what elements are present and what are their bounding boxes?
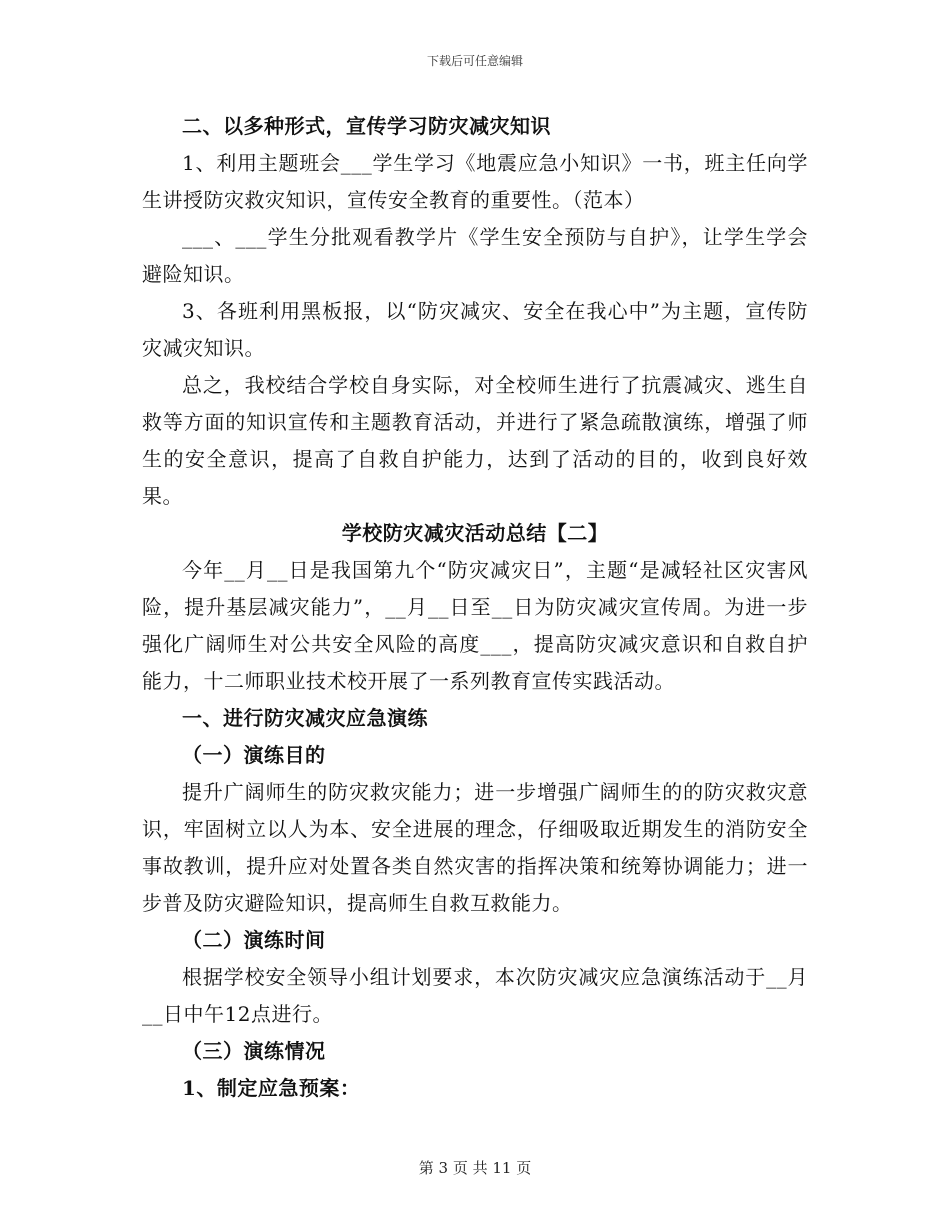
paragraph: 提升广阔师生的防灾救灾能力；进一步增强广阔师生的的防灾救灾意识，牢固树立以人为本、安全进展的理念，仔细吸取近期发生的消防安全事故教训，提升应对处置各类自然灾害的指挥决策和统筹协调能力；进一步普及防灾避险知识，提高师生自救互救能力。 bbox=[142, 780, 808, 915]
paragraph: 总之，我校结合学校自身实际，对全校师生进行了抗震减灾、逃生自救等方面的知识宣传和主题教育活动，并进行了紧急疏散演练，增强了师生的安全意识，提高了自救自护能力，达到了活动的目的，收到良好效果。 bbox=[142, 373, 808, 508]
paragraph: 今年__月__日是我国第九个“防灾减灾日”，主题“是减轻社区灾害风险，提升基层减灾能力”，__月__日至__日为防灾减灾宣传周。为进一步强化广阔师生对公共安全风险的高度___，提高防灾减灾意识和自救自护能力，十二师职业技术校开展了一系列教育宣传实践活动。 bbox=[142, 558, 808, 693]
subsection-heading: （三）演练情况 bbox=[182, 1039, 326, 1063]
section-heading: 一、进行防灾减灾应急演练 bbox=[182, 706, 428, 730]
item-heading: 1、制定应急预案： bbox=[182, 1076, 361, 1100]
page-number-footer: 第 3 页 共 11 页 bbox=[418, 1159, 532, 1177]
paragraph: 1、利用主题班会___学生学习《地震应急小知识》一书，班主任向学生讲授防灾救灾知识，宣传安全教育的重要性。（范本） bbox=[142, 151, 808, 212]
paragraph: 根据学校安全领导小组计划要求，本次防灾减灾应急演练活动于__月__日中午12点进行。 bbox=[142, 965, 808, 1026]
subsection-heading: （一）演练目的 bbox=[182, 743, 326, 767]
document-body bbox=[142, 108, 808, 1107]
document-title: 学校防灾减灾活动总结【二】 bbox=[341, 521, 609, 545]
subsection-heading: （二）演练时间 bbox=[182, 928, 326, 952]
page-header-note: 下载后可任意编辑 bbox=[426, 54, 523, 68]
section-heading: 二、以多种形式，宣传学习防灾减灾知识 bbox=[182, 114, 551, 138]
paragraph: ___、___学生分批观看教学片《学生安全预防与自护》，让学生学会避险知识。 bbox=[142, 225, 808, 286]
paragraph: 3、各班利用黑板报，以“防灾减灾、安全在我心中”为主题，宣传防灾减灾知识。 bbox=[142, 299, 808, 360]
